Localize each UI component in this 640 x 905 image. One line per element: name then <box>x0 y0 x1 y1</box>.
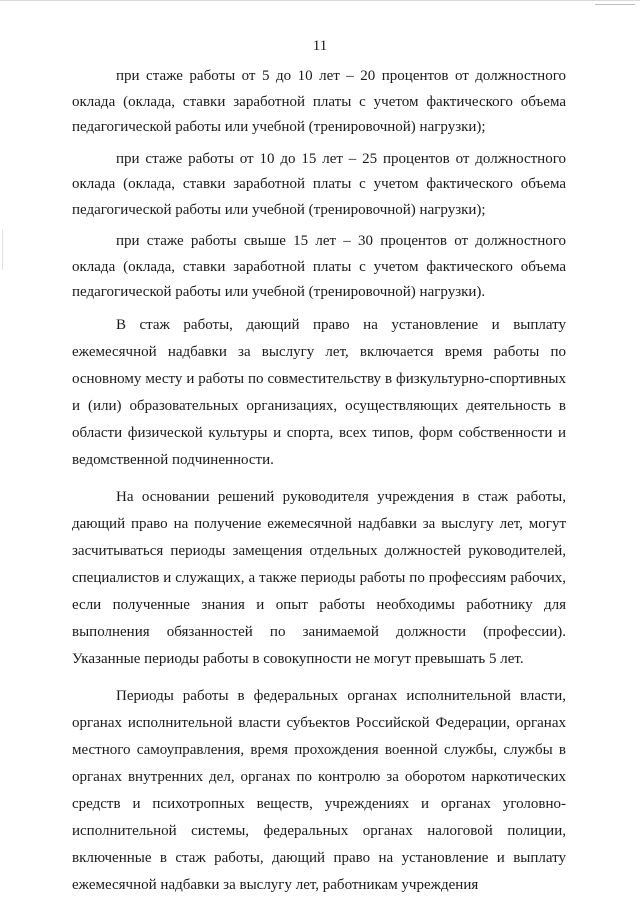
scan-mark <box>595 4 635 5</box>
document-body <box>72 64 566 899</box>
scan-mark <box>2 230 3 270</box>
page-number: 11 <box>312 38 328 54</box>
scan-edge-line <box>0 0 640 1</box>
paragraph-seniority-over-15: при стаже работы свыше 15 лет – 30 процентов от должностного оклада (оклада, ставки заработной платы с учетом фактического объема педагогической работы или учебной (тренировочной) нагрузки). <box>72 233 566 300</box>
paragraph-seniority-5-10: при стаже работы от 5 до 10 лет – 20 процентов от должностного оклада (оклада, ставки заработной платы с учетом фактического объема педагогической работы или учебной (тренировочной) нагрузки); <box>72 68 566 135</box>
paragraph-director-decision: На основании решений руководителя учреждения в стаж работы, дающий право на получение ежемесячной надбавки за выслугу лет, могут засчитываться периоды замещения отдельных должностей руководителей, специалистов и служащих, а также периоды работы по профессиям рабочих, если полученные знания и опыт работы необходимы работнику для выполнения обязанностей по занимаемой должности (профессии). Указанные периоды работы в совокупности не могут превышать 5 лет. <box>72 488 566 667</box>
paragraph-service-inclusion: В стаж работы, дающий право на установление и выплату ежемесячной надбавки за выслугу лет, включается время работы по основному месту и работы по совместительству в физкультурно-спортивных и (или) образовательных организациях, осуществляющих деятельность в области физической культуры и спорта, всех типов, форм собственности и ведомственной подчиненности. <box>72 316 566 468</box>
paragraph-seniority-10-15: при стаже работы от 10 до 15 лет – 25 процентов от должностного оклада (оклада, ставки заработной платы с учетом фактического объема педагогической работы или учебной (тренировочной) нагрузки); <box>72 150 566 218</box>
paragraph-federal-service-periods: Периоды работы в федеральных органах исполнительной власти, органах исполнительной власти субъектов Российской Федерации, органах местного самоуправления, время прохождения военной службы, службы в органах внутренних дел, органах по контролю за оборотом наркотических средств и психотропных веществ, учреждениях и органах уголовно-исполнительной системы, федеральных органах налоговой полиции, включенные в стаж работы, дающий право на установление и выплату ежемесячной надбавки за выслугу лет, работникам учреждения <box>72 687 566 893</box>
